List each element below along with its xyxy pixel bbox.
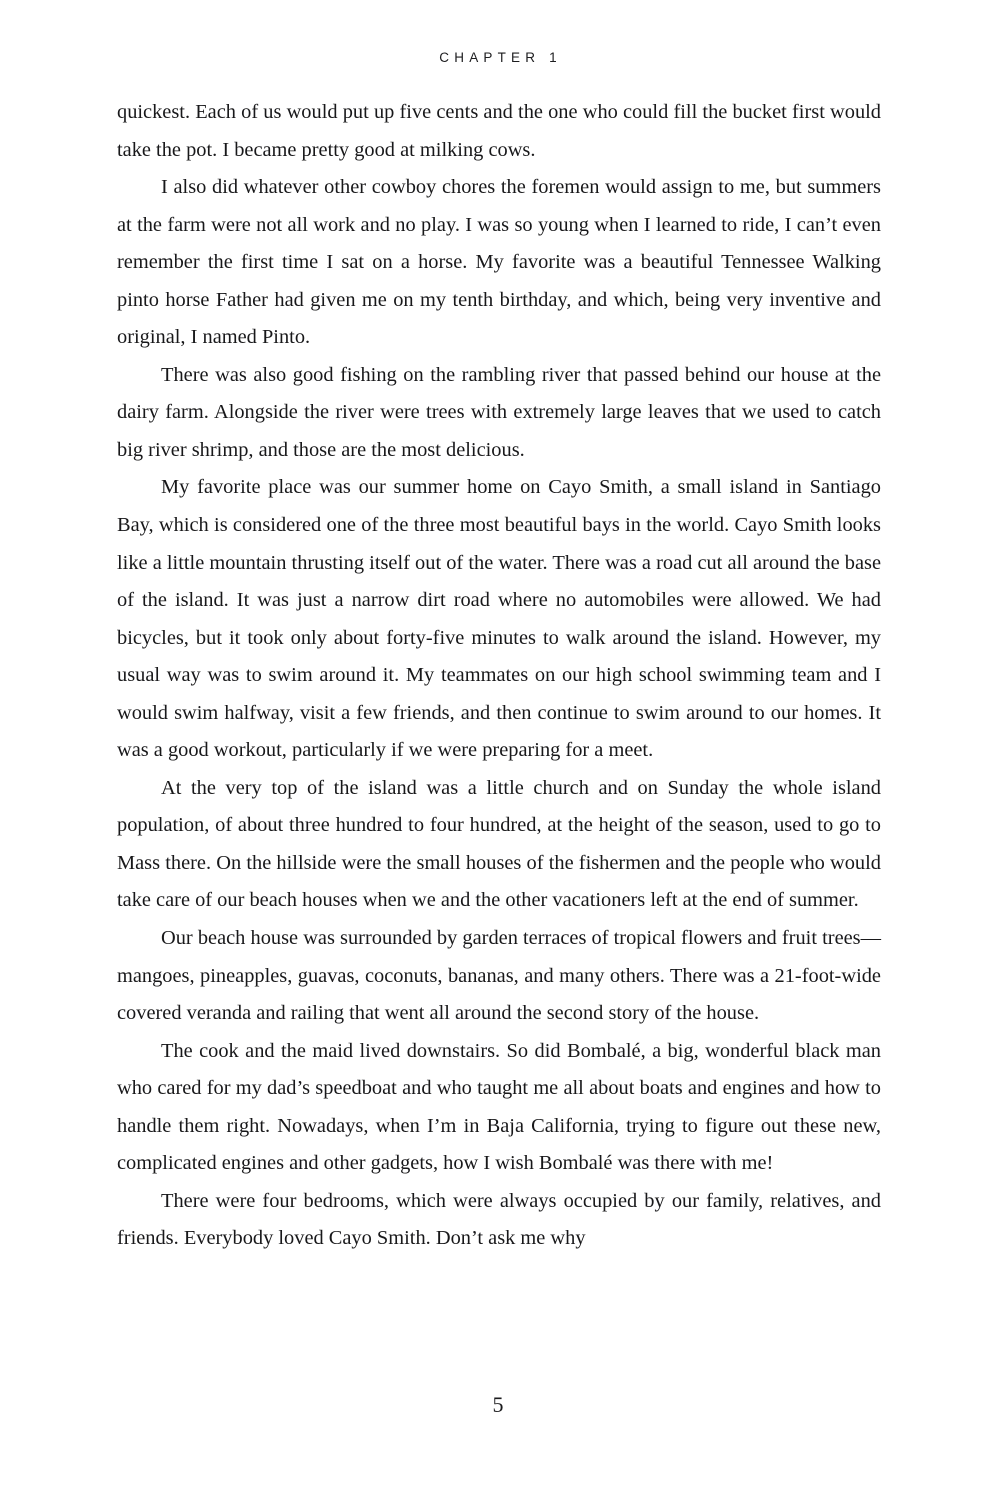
paragraph: There was also good fishing on the rambling river that passed behind our house at the dairy farm. Alongside the river were trees with extremely large leaves that we used to catch big river shrimp, and those are the most delicious.	[117, 363, 881, 461]
paragraph: I also did whatever other cowboy chores the foremen would assign to me, but summers at the farm were not all work and no play. I was so young when I learned to ride, I can’t even remember the first time I sat on a horse. My favorite was a beautiful Tennessee Walking pinto horse Father had given me on my tenth birthday, and which, being very inventive and original, I named Pinto.	[117, 176, 881, 349]
paragraph: The cook and the maid lived downstairs. So did Bombalé, a big, wonderful black man who cared for my dad’s speedboat and who taught me all about boats and engines and how to handle them right. Nowadays, when I’m in Baja California, trying to figure out these new, complicated engines and other gadgets, how I wish Bombalé was there with me!	[117, 1039, 881, 1175]
body-text-block	[117, 94, 881, 1258]
paragraph: At the very top of the island was a little church and on Sunday the whole island population, of about three hundred to four hundred, at the height of the season, used to go to Mass there. On the hillside were the small houses of the fishermen and the people who would take care of our beach houses when we and the other vacationers left at the end of summer.	[117, 776, 881, 912]
paragraph: Our beach house was surrounded by garden terraces of tropical flowers and fruit trees—mangoes, pineapples, guavas, coconuts, bananas, and many others. There was a 21-foot-wide covered veranda and railing that went all around the second story of the house.	[117, 927, 881, 1025]
paragraph: There were four bedrooms, which were always occupied by our family, relatives, and friends. Everybody loved Cayo Smith. Don’t ask me why	[117, 1189, 881, 1250]
running-head: CHAPTER 1	[439, 50, 562, 65]
paragraph: quickest. Each of us would put up five cents and the one who could fill the bucket first would take the pot. I became pretty good at milking cows.	[117, 101, 881, 161]
page-number: 5	[492, 1392, 504, 1417]
paragraph: My favorite place was our summer home on Cayo Smith, a small island in Santiago Bay, which is considered one of the three most beautiful bays in the world. Cayo Smith looks like a little mountain thrusting itself out of the water. There was a road cut all around the base of the island. It was just a narrow dirt road where no automobiles were allowed. We had bicycles, but it took only about forty-five minutes to walk around the island. However, my usual way was to swim around it. My teammates on our high school swimming team and I would swim halfway, visit a few friends, and then continue to swim around to our homes. It was a good workout, particularly if we were preparing for a meet.	[117, 476, 881, 762]
